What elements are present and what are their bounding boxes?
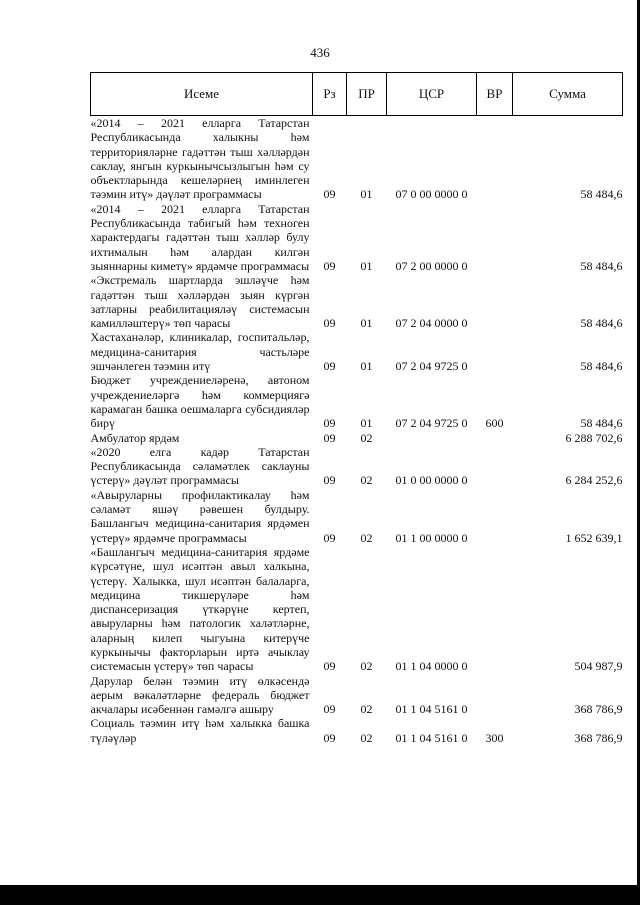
cell-name: Социаль тәэмин итү һәм халыкка башка түләүләр: [90, 716, 310, 745]
cell-vr: 300: [485, 730, 504, 745]
cell-name: Бюджет учреждениеләренә, автоном учреждениеләргә һәм коммерциягә карамаган башка оешмаларга субсидияләр бирү: [90, 373, 310, 431]
cell-csr: 07 2 00 0000 0: [395, 258, 468, 273]
cell-rz: 09: [323, 473, 336, 488]
table-row: [91, 330, 623, 373]
cell-name: «Авыруларны профилактикалау һәм сәламәт яшәү рәвешен булдыру. Башлангыч медицина-санитария ярдәмен үстерү» ярдәмче программасы: [90, 487, 310, 545]
cell-pr: 01: [360, 316, 373, 331]
table-row: [91, 488, 623, 545]
cell-csr: 07 0 00 0000 0: [395, 187, 468, 202]
cell-pr: 01: [360, 258, 373, 273]
table-row: [91, 273, 623, 330]
table-row: [91, 674, 623, 717]
cell-pr: 01: [360, 416, 373, 431]
cell-rz: 09: [323, 659, 336, 674]
cell-csr: 01 1 04 0000 0: [395, 659, 468, 674]
cell-name: «2014 – 2021 елларга Татарстан Республикасында табигый һәм техноген характердагы гадәттән тыш хәлләр булу ихтималын һәм алардан килгән зыяннарны киметү» ярдәмче программасы: [90, 201, 310, 273]
table-body: [91, 116, 623, 746]
cell-pr: 02: [360, 659, 373, 674]
column-header-sum: Сумма: [513, 73, 623, 116]
column-header-vr: ВР: [477, 73, 513, 116]
cell-name: «Экстремаль шартларда эшләүче һәм гадәттән тыш хәлләрдән зыян күргән затларны реабилитацияләү системасын камилләштерү» төп чарасы: [90, 273, 310, 331]
cell-pr: 02: [360, 473, 373, 488]
cell-sum: 58 484,6: [580, 187, 623, 202]
cell-csr: 01 1 04 5161 0: [395, 702, 468, 717]
table-row: [91, 202, 623, 273]
cell-csr: 01 1 00 0000 0: [395, 530, 468, 545]
column-header-rz: Рз: [313, 73, 347, 116]
table-row: [91, 445, 623, 488]
cell-csr: 07 2 04 0000 0: [395, 316, 468, 331]
column-header-csr: ЦСР: [387, 73, 477, 116]
cell-rz: 09: [323, 187, 336, 202]
cell-sum: 58 484,6: [580, 316, 623, 331]
cell-sum: 6 288 702,6: [565, 430, 623, 445]
table-row: [91, 716, 623, 745]
cell-sum: 6 284 252,6: [565, 473, 623, 488]
budget-table: [90, 72, 623, 745]
cell-vr: [477, 330, 513, 373]
cell-name: Хастаханәләр, клиникалар, госпитальләр, медицина-санитария частьләре эшчәнлеген тәэмин итү: [90, 330, 310, 374]
cell-vr: [477, 545, 513, 674]
table-row: [91, 373, 623, 430]
cell-rz: 09: [323, 730, 336, 745]
table-row: [91, 116, 623, 202]
cell-pr: 02: [360, 530, 373, 545]
cell-name: «2014 – 2021 елларга Татарстан Республикасында халыкны һәм территорияләрне гадәттән тыш хәлләрдән саклау, янгын куркынычсызлыгын һәм су объектларында кешеләрнең иминлеген тәэмин итү» дәүләт программасы: [90, 116, 310, 202]
cell-sum: 368 786,9: [574, 730, 623, 745]
cell-vr: [477, 202, 513, 273]
cell-name: «2020 елга кадәр Татарстан Республикасында сәламәтлек саклауны үстерү» дәүләт программасы: [90, 444, 310, 488]
cell-vr: [477, 116, 513, 202]
cell-pr: 01: [360, 187, 373, 202]
cell-sum: 58 484,6: [580, 359, 623, 374]
table-row: [91, 431, 623, 445]
cell-rz: 09: [323, 316, 336, 331]
cell-rz: 09: [323, 416, 336, 431]
cell-rz: 09: [323, 430, 336, 445]
cell-rz: 09: [323, 702, 336, 717]
table-row: [91, 545, 623, 674]
cell-rz: 09: [323, 359, 336, 374]
column-header-pr: ПР: [347, 73, 387, 116]
cell-vr: [477, 431, 513, 445]
cell-csr: 01 1 04 5161 0: [395, 730, 468, 745]
scan-border-bottom: [0, 885, 640, 905]
cell-sum: 58 484,6: [580, 416, 623, 431]
cell-vr: [477, 273, 513, 330]
cell-csr: 07 2 04 9725 0: [395, 359, 468, 374]
cell-csr: 07 2 04 9725 0: [395, 416, 468, 431]
cell-sum: 1 652 639,1: [565, 530, 623, 545]
cell-pr: 02: [360, 430, 373, 445]
cell-vr: [477, 674, 513, 717]
cell-pr: 02: [360, 702, 373, 717]
cell-rz: 09: [323, 530, 336, 545]
cell-sum: 58 484,6: [580, 258, 623, 273]
cell-name: «Башлангыч медицина-санитария ярдәме күрсәтүне, шул исәптән авыл халкына, үстерү. Халыкка, шул исәптән балаларга, медицина тикшерүләре һәм диспансеризация үткәрүне кертеп, авыруларны һәм патологик халәтләрне, аларның килеп чыгуына китерүче куркынычы факторларын иртә ачыклау системасын үстерү» төп чарасы: [90, 544, 310, 674]
cell-vr: 600: [485, 416, 504, 431]
cell-pr: 01: [360, 359, 373, 374]
cell-sum: 504 987,9: [574, 659, 623, 674]
column-header-name: Исеме: [91, 73, 313, 116]
cell-vr: [477, 445, 513, 488]
page-number: 436: [310, 45, 330, 60]
cell-csr: [387, 431, 477, 445]
cell-name: Амбулатор ярдәм: [90, 430, 180, 445]
cell-rz: 09: [323, 258, 336, 273]
cell-name: Дарулар белән тәэмин итү өлкәсендә аерым вәкаләтләрне федераль бюджет акчалары исәбеннән гамәлгә ашыру: [90, 673, 310, 717]
cell-pr: 02: [360, 730, 373, 745]
cell-csr: 01 0 00 0000 0: [395, 473, 468, 488]
cell-vr: [477, 488, 513, 545]
cell-sum: 368 786,9: [574, 702, 623, 717]
table-header-row: [91, 73, 623, 116]
